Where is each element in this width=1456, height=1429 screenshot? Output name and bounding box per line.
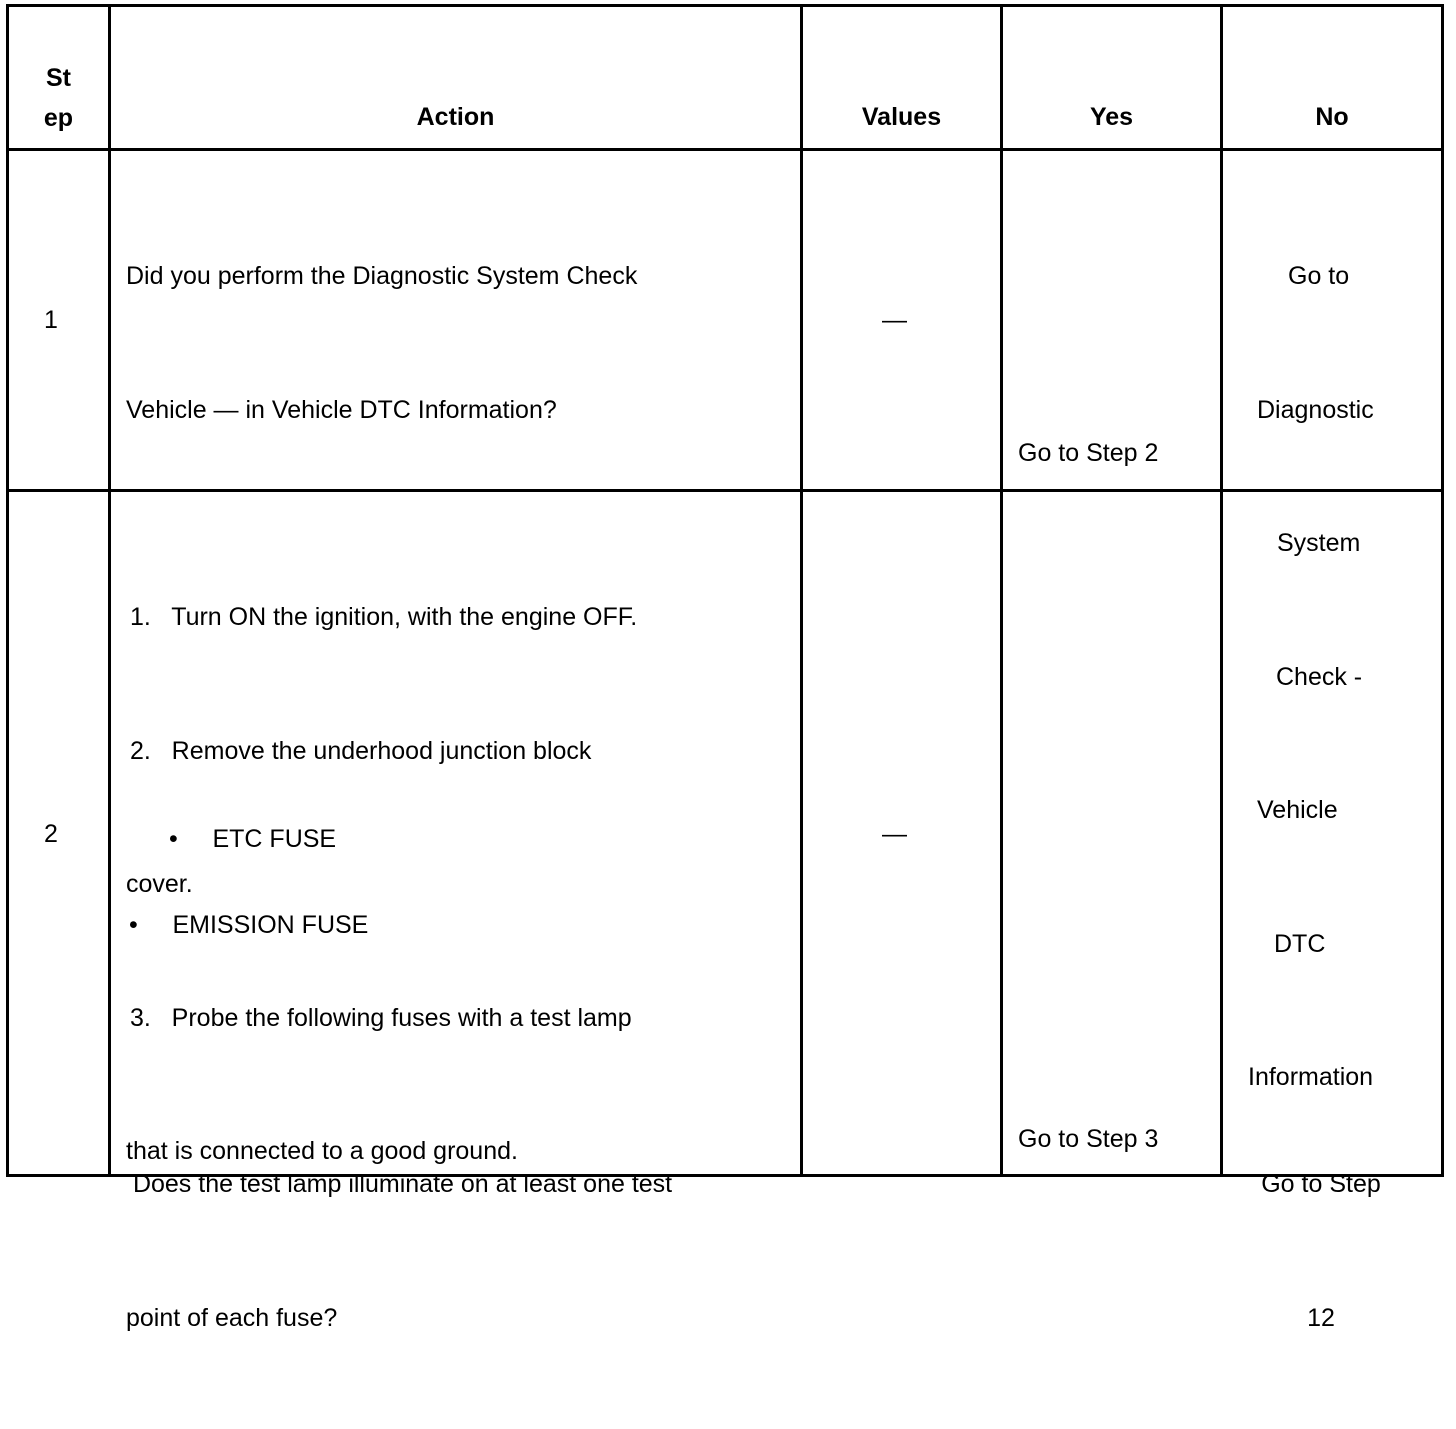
row2-values: — <box>882 820 907 848</box>
row2-action-line: that is connected to a good ground. <box>126 1137 518 1165</box>
table-border-top <box>6 4 1444 7</box>
row1-step: 1 <box>44 306 58 334</box>
diagnostic-table <box>6 4 1444 1332</box>
header-step-line1: St <box>46 64 71 92</box>
row1-action <box>126 165 637 521</box>
header-values: Values <box>861 103 942 131</box>
row1-no-line: Diagnostic <box>1257 395 1374 424</box>
col-divider-values <box>1000 4 1003 1177</box>
row2-question <box>126 1073 672 1429</box>
header-step-line2: ep <box>43 104 74 132</box>
header-action: Action <box>416 103 495 131</box>
row2-no-line: Go to Step <box>1261 1170 1381 1198</box>
row1-no-line: System <box>1277 529 1361 557</box>
header-step <box>9 58 108 138</box>
row2-question-line: point of each fuse? <box>126 1303 338 1332</box>
row2-question-line: Does the test lamp illuminate on at least one test <box>126 1170 673 1198</box>
table-border-right <box>1441 4 1444 1177</box>
row1-no <box>1246 165 1396 1189</box>
row1-action-line: Did you perform the Diagnostic System Check <box>126 262 638 290</box>
row2-no <box>1246 1073 1396 1429</box>
row2-action-line: 2. Remove the underhood junction block <box>130 736 592 765</box>
row2-step: 2 <box>44 820 58 848</box>
header-yes: Yes <box>1089 103 1134 131</box>
row1-values: — <box>882 306 907 334</box>
row1-action-line: Vehicle — in Vehicle DTC Information? <box>126 395 557 424</box>
row2-bullet-emission: • EMISSION FUSE <box>129 911 369 939</box>
row1-yes: Go to Step 2 <box>1018 439 1159 467</box>
row2-yes: Go to Step 3 <box>1018 1125 1159 1153</box>
row2-no-line: 12 <box>1307 1303 1335 1332</box>
header-divider <box>6 148 1444 151</box>
header-no: No <box>1315 103 1349 131</box>
col-divider-step <box>108 4 111 1177</box>
row1-no-line: Check - <box>1276 662 1363 691</box>
row1-no-line: Go to <box>1288 262 1350 290</box>
table-border-left <box>6 4 9 1177</box>
row1-no-line: Vehicle <box>1257 796 1338 824</box>
row1-no-line: Information <box>1248 1063 1374 1091</box>
col-divider-yes <box>1220 4 1223 1177</box>
row2-action-line: cover. <box>126 870 193 898</box>
row2-action-line: 1. Turn ON the ignition, with the engine OFF. <box>130 603 638 631</box>
row1-no-line: DTC <box>1274 929 1326 958</box>
row2-action-line: 3. Probe the following fuses with a test lamp <box>130 1003 632 1032</box>
col-divider-action <box>800 4 803 1177</box>
row2-bullet-etc: • ETC FUSE <box>169 825 337 853</box>
